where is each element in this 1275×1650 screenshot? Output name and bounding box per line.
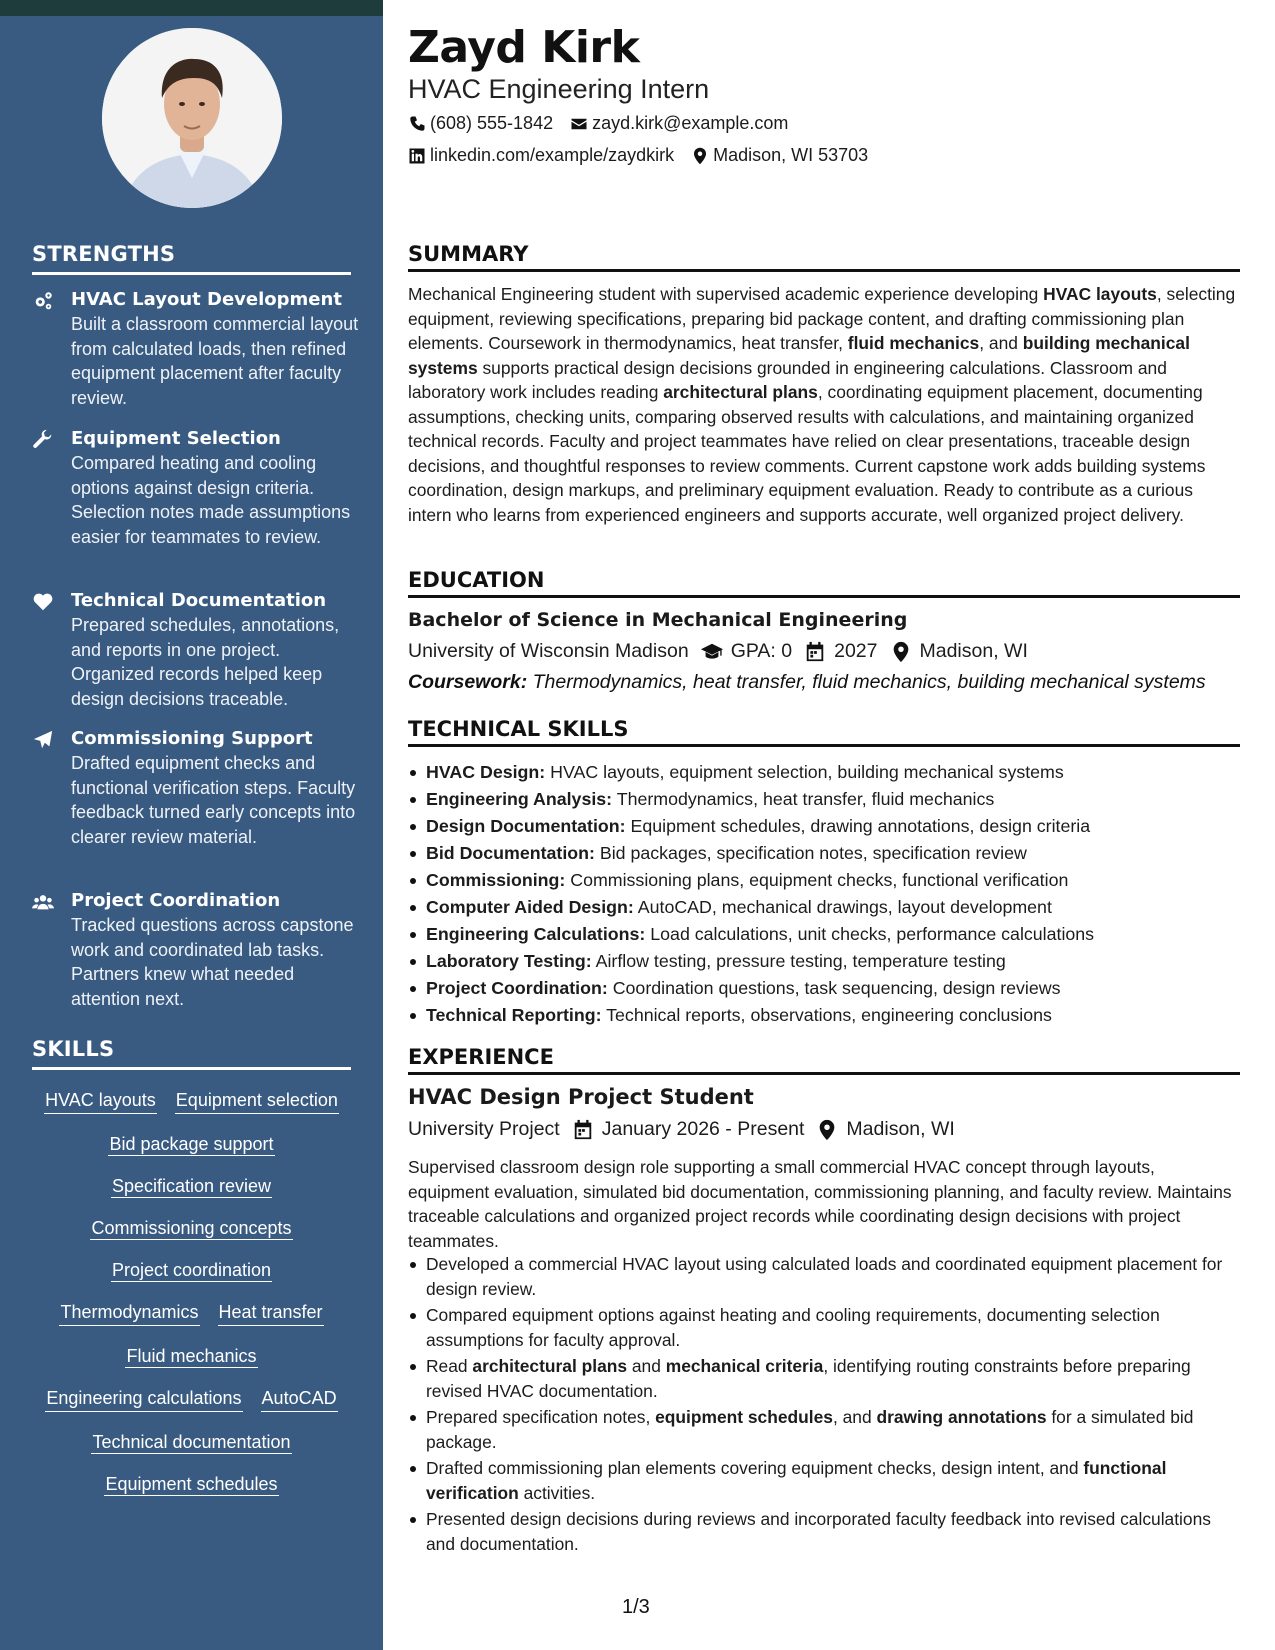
strength-description: Compared heating and cooling options against design criteria. Selection notes made assumptions easier for teammates to review. <box>71 453 351 547</box>
list-item: Engineering Analysis: Thermodynamics, heat transfer, fluid mechanics <box>408 786 1240 813</box>
experience-heading: EXPERIENCE <box>408 1045 1240 1075</box>
skill-chip: HVAC layouts <box>44 1088 157 1114</box>
phone-contact[interactable] <box>408 113 553 134</box>
list-item: Developed a commercial HVAC layout using calculated loads and coordinated equipment placement for design review. <box>408 1252 1240 1301</box>
skill-chip-row <box>32 1472 351 1496</box>
strength-item <box>32 889 362 1011</box>
skill-chip: Commissioning concepts <box>91 1218 292 1238</box>
skills-chip-list <box>32 1088 351 1496</box>
skill-chip-row <box>32 1258 351 1282</box>
skill-chip: AutoCAD <box>261 1386 338 1412</box>
skill-chip-row <box>32 1430 351 1454</box>
strength-title: HVAC Layout Development <box>71 289 342 310</box>
location-contact <box>691 145 868 166</box>
envelope-icon <box>570 115 588 133</box>
candidate-role: HVAC Engineering Intern <box>408 74 710 104</box>
job-dates: January 2026 - Present <box>601 1118 805 1140</box>
list-item: Project Coordination: Coordination questions, task sequencing, design reviews <box>408 975 1240 1002</box>
skill-chip-row <box>32 1174 351 1198</box>
education-heading: EDUCATION <box>408 568 1240 598</box>
strength-item <box>32 727 362 849</box>
skill-chip: Engineering calculations <box>45 1386 242 1412</box>
job-organization: University Project <box>408 1118 560 1140</box>
skill-chip: Equipment selection <box>175 1088 339 1114</box>
coursework-label: Coursework: <box>408 671 528 693</box>
calendar-icon <box>804 641 826 663</box>
coursework-line <box>408 671 1206 694</box>
list-item: Prepared specification notes, equipment schedules, and drawing annotations for a simulated bid package. <box>408 1405 1240 1454</box>
phone-icon <box>408 115 426 133</box>
technical-skills-list <box>408 759 1240 1029</box>
list-item: Technical Reporting: Technical reports, observations, engineering conclusions <box>408 1002 1240 1029</box>
summary-text: Mechanical Engineering student with supervised academic experience developing HVAC layouts, selecting equipment, reviewing specifications, preparing bid package content, and drafting commissioning plan elements. Coursework in thermodynamics, heat transfer, fluid mechanics, and building mechanical systems supports practical design decisions grounded in engineering calculations. Classroom and laboratory work includes reading architectural plans, coordinating equipment placement, documenting assumptions, checking units, comparing observed results with calculations, and maintaining organized technical records. Faculty and project teammates have relied on clear presentations, traceable design decisions, and thoughtful responses to review comments. Current capstone work adds building systems coordination, design markups, and preliminary equipment evaluation. Ready to contribute as a curious intern who learns from experienced engineers and supports accurate, well organized project delivery. <box>408 284 1236 525</box>
linkedin-contact[interactable] <box>408 145 674 166</box>
page-number: 1/3 <box>622 1596 650 1618</box>
phone-text: (608) 555-1842 <box>430 113 554 133</box>
job-location: Madison, WI <box>846 1118 955 1140</box>
skill-chip: Bid package support <box>109 1134 274 1154</box>
map-pin-icon <box>890 641 912 663</box>
education-location: Madison, WI <box>919 640 1028 662</box>
strength-item <box>32 427 362 549</box>
skill-chip-row <box>32 1344 351 1368</box>
list-item: HVAC Design: HVAC layouts, equipment selection, building mechanical systems <box>408 759 1240 786</box>
strength-item <box>32 288 362 410</box>
location-text: Madison, WI 53703 <box>713 145 869 165</box>
email-contact[interactable] <box>570 113 788 134</box>
degree-title: Bachelor of Science in Mechanical Engineering <box>408 609 908 631</box>
wrench-icon <box>32 429 56 451</box>
candidate-name: Zayd Kirk <box>408 22 640 73</box>
email-text: zayd.kirk@example.com <box>592 113 789 133</box>
users-icon <box>32 891 56 913</box>
graduation-cap-icon <box>701 641 723 663</box>
coursework-text: Thermodynamics, heat transfer, fluid mechanics, building mechanical systems <box>527 671 1206 693</box>
list-item: Read architectural plans and mechanical criteria, identifying routing constraints before preparing revised HVAC documentation. <box>408 1354 1240 1403</box>
list-item: Presented design decisions during reviews and incorporated faculty feedback into revised calculations and documentation. <box>408 1507 1240 1556</box>
linkedin-text: linkedin.com/example/zaydkirk <box>430 145 675 165</box>
linkedin-icon <box>408 147 426 165</box>
list-item: Engineering Calculations: Load calculations, unit checks, performance calculations <box>408 921 1240 948</box>
strength-description: Built a classroom commercial layout from calculated loads, then refined equipment placement after faculty review. <box>71 314 359 408</box>
list-item: Drafted commissioning plan elements covering equipment checks, design intent, and functional verification activities. <box>408 1456 1240 1505</box>
strength-title: Technical Documentation <box>71 590 327 611</box>
sidebar <box>0 0 383 1650</box>
gears-icon <box>32 290 56 312</box>
contact-row <box>408 113 805 134</box>
heart-icon <box>32 591 56 613</box>
skill-chip-row <box>32 1132 351 1156</box>
list-item: Laboratory Testing: Airflow testing, pressure testing, temperature testing <box>408 948 1240 975</box>
strength-title: Equipment Selection <box>71 428 281 449</box>
skill-chip: Specification review <box>111 1176 272 1196</box>
skill-chip: Project coordination <box>111 1260 272 1280</box>
sidebar-top-bar <box>0 0 383 16</box>
contact-row <box>408 145 885 166</box>
map-pin-icon <box>816 1119 838 1141</box>
list-item: Commissioning: Commissioning plans, equipment checks, functional verification <box>408 867 1240 894</box>
strength-title: Commissioning Support <box>71 728 313 749</box>
paper-plane-icon <box>32 729 56 751</box>
skill-chip: Thermodynamics <box>59 1300 199 1326</box>
strengths-heading: STRENGTHS <box>32 242 351 275</box>
experience-bullets <box>408 1252 1240 1558</box>
skill-chip: Fluid mechanics <box>126 1346 257 1366</box>
profile-photo <box>102 28 282 208</box>
strength-item <box>32 589 362 711</box>
list-item: Bid Documentation: Bid packages, specification notes, specification review <box>408 840 1240 867</box>
skill-chip: Technical documentation <box>92 1432 291 1452</box>
list-item: Compared equipment options against heating and cooling requirements, documenting selection assumptions for faculty approval. <box>408 1303 1240 1352</box>
skills-heading: SKILLS <box>32 1037 351 1070</box>
education-meta <box>408 640 1028 663</box>
strength-description: Prepared schedules, annotations, and reports in one project. Organized records helped keep design decisions traceable. <box>71 615 340 709</box>
strength-description: Tracked questions across capstone work and coordinated lab tasks. Partners knew what needed attention next. <box>71 915 354 1009</box>
gpa-text: GPA: 0 <box>730 640 793 662</box>
job-meta <box>408 1118 955 1141</box>
list-item: Computer Aided Design: AutoCAD, mechanical drawings, layout development <box>408 894 1240 921</box>
calendar-icon <box>572 1119 594 1141</box>
skill-chip: Heat transfer <box>218 1300 324 1326</box>
job-description: Supervised classroom design role supporting a small commercial HVAC concept through layouts, equipment evaluation, simulated bid documentation, commissioning planning, and faculty review. Maintains traceable calculations and organized project records while coordinating design decisions with project teammates. <box>408 1157 1232 1251</box>
strength-description: Drafted equipment checks and functional verification steps. Faculty feedback turned early concepts into clearer review material. <box>71 753 356 847</box>
strength-title: Project Coordination <box>71 890 281 911</box>
job-title: HVAC Design Project Student <box>408 1085 754 1109</box>
skill-chip-row <box>32 1216 351 1240</box>
list-item: Design Documentation: Equipment schedules, drawing annotations, design criteria <box>408 813 1240 840</box>
skill-chip: Equipment schedules <box>105 1474 278 1494</box>
graduation-year: 2027 <box>834 640 878 662</box>
summary-heading: SUMMARY <box>408 242 1240 272</box>
technical-skills-heading: TECHNICAL SKILLS <box>408 717 1240 747</box>
map-pin-icon <box>691 147 709 165</box>
school-name: University of Wisconsin Madison <box>408 640 689 662</box>
